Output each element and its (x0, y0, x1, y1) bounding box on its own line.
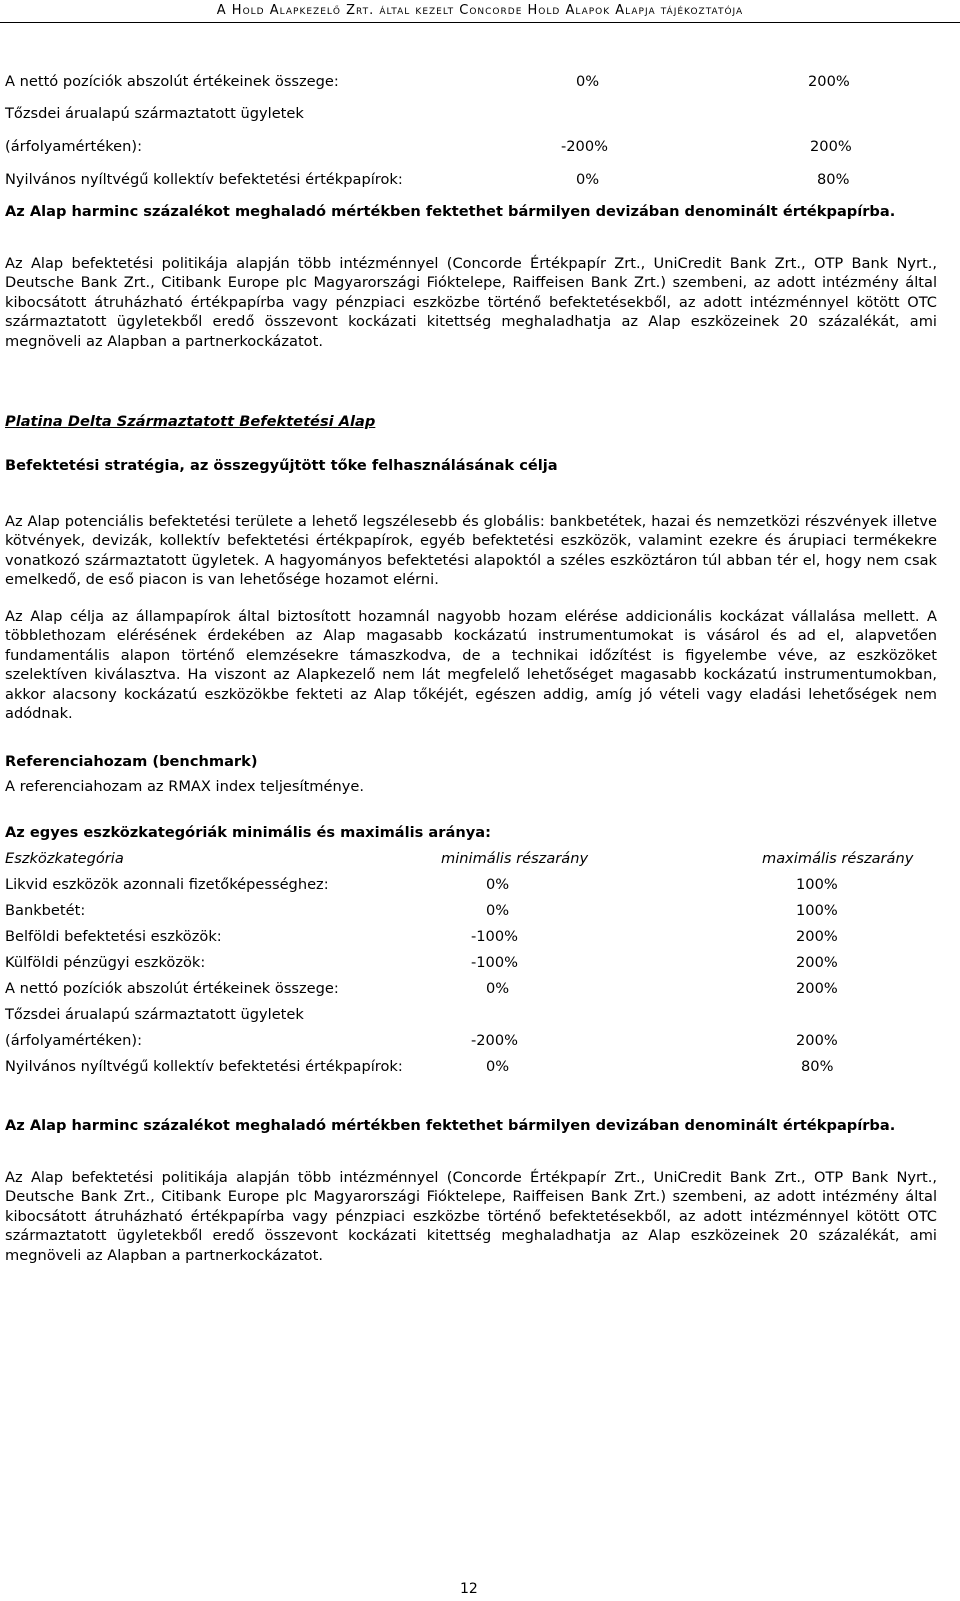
alloc-row-6-min: -200% (471, 1032, 518, 1049)
allocation-heading: Az egyes eszközkategóriák minimális és maximális aránya: (5, 824, 491, 841)
fund-currency-note: Az Alap harminc százalékot meghaladó mértékben fektethet bármilyen devizában denominált értékpapírba. (5, 1117, 896, 1134)
page-header (0, 0, 960, 23)
s1-row-1-label: Tőzsdei árualapú származtatott ügyletek (5, 105, 304, 122)
alloc-row-3-max: 200% (796, 954, 838, 971)
allocation-col-min: minimális részarány (441, 850, 589, 867)
alloc-row-2-label: Belföldi befektetési eszközök: (5, 928, 222, 945)
s1-row-3-label: Nyilvános nyíltvégű kollektív befektetési értékpapírok: (5, 171, 403, 188)
strategy-paragraph-2: Az Alap célja az állampapírok által biztosított hozamnál nagyobb hozam elérése addicionális kockázat vállalása mellett. A többlethozam elérésének érdekében az Alap magasabb kockázatú instrumentumokat is vásárol és ad el, alapvetően fundamentális alapon történő elemzésekre támaszkodva, de a technikai időzítést is figyelembe véve, az eszközöket szelektíven kiválasztva. Ha viszont az Alapkezelő nem lát megfelelő lehetőséget magasabb kockázatú instrumentumokban, akkor alacsony kockázatú eszközökbe fekteti az Alap tőkéjét, egészen addig, amíg jó vételi vagy eladási lehetőségek nem adódnak. (5, 608, 937, 723)
alloc-row-2-min: -100% (471, 928, 518, 945)
alloc-row-0-label: Likvid eszközök azonnali fizetőképességhez: (5, 876, 329, 893)
alloc-row-2-max: 200% (796, 928, 838, 945)
alloc-row-3-label: Külföldi pénzügyi eszközök: (5, 954, 206, 971)
alloc-row-1-min: 0% (486, 902, 510, 919)
alloc-row-7-max: 80% (801, 1058, 834, 1075)
alloc-row-0-max: 100% (796, 876, 838, 893)
s1-row-0-min: 0% (576, 73, 600, 90)
s1-row-0-max: 200% (808, 73, 850, 90)
s1-row-2-min: -200% (561, 138, 608, 155)
s1-row-0-label: A nettó pozíciók abszolút értékeinek összege: (5, 73, 339, 90)
alloc-row-6-label: (árfolyamértéken): (5, 1032, 143, 1049)
benchmark-heading: Referenciahozam (benchmark) (5, 753, 258, 770)
s1-row-2-label: (árfolyamértéken): (5, 138, 143, 155)
strategy-heading: Befektetési stratégia, az összegyűjtött tőke felhasználásának célja (5, 457, 558, 474)
allocation-col-max: maximális részarány (762, 850, 914, 867)
benchmark-text: A referenciahozam az RMAX index teljesítménye. (5, 778, 364, 795)
alloc-row-4-label: A nettó pozíciók abszolút értékeinek összege: (5, 980, 339, 997)
alloc-row-1-label: Bankbetét: (5, 902, 86, 919)
s1-risk-paragraph: Az Alap befektetési politikája alapján több intézménnyel (Concorde Értékpapír Zrt., UniCredit Bank Zrt., OTP Bank Nyrt., Deutsche Bank Zrt., Citibank Europe plc Magyarországi Fióktelepe, Raiffeisen Bank Zrt.) szembeni, az adott intézmény által kibocsátott átruházható értékpapírba vagy pénzpiaci eszközbe történő befektetésekből, az adott intézménnyel kötött OTC származtatott ügyletekből eredő összevont kockázati kitettség meghaladhatja az Alap eszközeinek 20 százalékát, ami megnöveli az Alapban a partnerkockázatot. (5, 255, 937, 350)
s1-row-3-max: 80% (817, 171, 850, 188)
alloc-row-3-min: -100% (471, 954, 518, 971)
s1-row-2-max: 200% (810, 138, 852, 155)
fund-title: Platina Delta Származtatott Befektetési Alap (5, 413, 376, 430)
s1-currency-note: Az Alap harminc százalékot meghaladó mértékben fektethet bármilyen devizában denominált értékpapírba. (5, 203, 896, 220)
s1-row-3-min: 0% (576, 171, 600, 188)
alloc-row-0-min: 0% (486, 876, 510, 893)
alloc-row-4-min: 0% (486, 980, 510, 997)
page-number: 12 (460, 1581, 478, 1597)
alloc-row-1-max: 100% (796, 902, 838, 919)
alloc-row-4-max: 200% (796, 980, 838, 997)
strategy-paragraph-1: Az Alap potenciális befektetési területe a lehető legszélesebb és globális: bankbetétek, hazai és nemzetközi részvények illetve kötvények, devizák, kollektív befektetési értékpapírok, egyéb befektetési eszközök, valamint ezekre és árupiaci termékekre vonatkozó származtatott ügyletek. A hagyományos befektetési alapoktól a széles eszköztáron túl abban tér el, hogy nem csak emelkedő, de eső piacon is van lehetősége hozamot elérni. (5, 513, 937, 589)
alloc-row-7-min: 0% (486, 1058, 510, 1075)
fund-risk-paragraph: Az Alap befektetési politikája alapján több intézménnyel (Concorde Értékpapír Zrt., UniCredit Bank Zrt., OTP Bank Nyrt., Deutsche Bank Zrt., Citibank Europe plc Magyarországi Fióktelepe, Raiffeisen Bank Zrt.) szembeni, az adott intézmény által kibocsátott átruházható értékpapírba vagy pénzpiaci eszközbe történő befektetésekből, az adott intézménnyel kötött OTC származtatott ügyletekből eredő összevont kockázati kitettség meghaladhatja az Alap eszközeinek 20 százalékát, ami megnöveli az Alapban a partnerkockázatot. (5, 1169, 937, 1264)
alloc-row-5-label: Tőzsdei árualapú származtatott ügyletek (5, 1006, 304, 1023)
alloc-row-6-max: 200% (796, 1032, 838, 1049)
alloc-row-7-label: Nyilvános nyíltvégű kollektív befektetési értékpapírok: (5, 1058, 403, 1075)
allocation-col-category: Eszközkategória (5, 850, 124, 867)
header-title: A Hold Alapkezelő Zrt. által kezelt Concorde Hold Alapok Alapja tájékoztatója (216, 3, 744, 18)
